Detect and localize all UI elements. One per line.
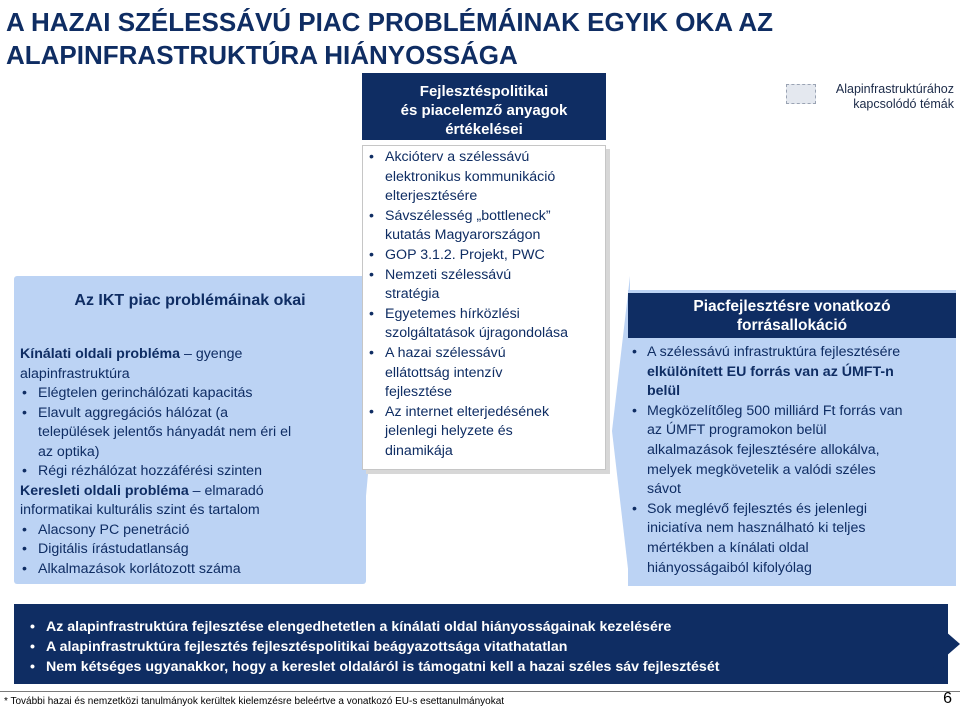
supply-side-title: Kínálati oldali probléma <box>20 346 181 362</box>
middle-item-continuation: fejlesztése <box>385 384 453 401</box>
right-item-continuation: sávot <box>647 481 681 498</box>
right-panel-header <box>628 293 956 338</box>
page-title <box>6 6 826 72</box>
middle-item-continuation: jelenlegi helyzete és <box>385 423 513 440</box>
middle-item-continuation: stratégia <box>385 286 440 303</box>
page-title-line-2: ALAPINFRASTRUKTÚRA HIÁNYOSSÁGA <box>6 40 518 70</box>
demand-item: • Alacsony PC penetráció <box>20 521 365 541</box>
conclusion-item: • Nem kétséges ugyanakkor, hogy a kereslet oldaláról is támogatni kell a hazai széles sáv fejlesztését <box>28 657 908 677</box>
middle-item: • GOP 3.1.2. Projekt, PWC <box>368 246 608 266</box>
demand-side-heading <box>20 482 365 502</box>
right-item: • Sok meglévő fejlesztés és jelenlegi <box>630 500 954 520</box>
middle-item-continuation: kutatás Magyarországon <box>385 227 541 244</box>
supply-item: • Elavult aggregációs hálózat (a <box>20 404 365 424</box>
right-item-continuation: alkalmazások fejlesztésére allokálva, <box>647 441 880 458</box>
demand-side-subtitle-line-2: informatikai kulturális szint és tartalom <box>20 502 260 518</box>
right-header-line-1: Piacfejlesztésre vonatkozó <box>693 298 891 315</box>
middle-panel-body <box>368 148 608 462</box>
middle-item-continuation: szolgáltatások újragondolása <box>385 325 568 342</box>
middle-item: • Az internet elterjedésének <box>368 403 608 423</box>
conclusion-item: • A alapinfrastruktúra fejlesztés fejlesztéspolitikai beágyazottsága vitathatatlan <box>28 637 908 657</box>
right-item-continuation: hiányosságaiból kifolyólag <box>647 559 812 576</box>
left-panel-header <box>14 276 366 326</box>
middle-panel-header <box>362 73 606 140</box>
middle-item: • Akcióterv a szélessávú <box>368 148 608 168</box>
middle-item-continuation: elektronikus kommunikáció <box>385 168 556 185</box>
middle-header-line-3: értékelései <box>445 121 523 138</box>
legend-line-2: kapcsolódó témák <box>853 97 954 111</box>
conclusion-arrow-icon <box>914 604 960 684</box>
supply-item: • Elégtelen gerinchálózati kapacitás <box>20 384 365 404</box>
right-item-continuation: mértékben a kínálati oldal <box>647 539 809 556</box>
legend-swatch <box>786 84 816 104</box>
right-item: • Megközelítőleg 500 milliárd Ft forrás van <box>630 402 954 422</box>
right-header-line-2: forrásallokáció <box>736 317 848 334</box>
right-item-continuation: melyek megkövetelik a valódi széles <box>647 461 876 478</box>
middle-item: • Sávszélesség „bottleneck” <box>368 207 608 227</box>
middle-item: • Egyetemes hírközlési <box>368 305 608 325</box>
middle-header-line-1: Fejlesztéspolitikai <box>419 83 549 100</box>
conclusion-item: • Az alapinfrastruktúra fejlesztése elengedhetetlen a kínálati oldal hiányosságainak kezelésére <box>28 617 908 637</box>
right-panel-body <box>630 343 954 578</box>
left-panel-body <box>20 345 365 579</box>
right-item-continuation: iniciatíva nem használható ki teljes <box>647 520 866 537</box>
middle-header-line-2: és piacelemző anyagok <box>400 102 568 119</box>
footer-divider <box>0 691 960 692</box>
left-panel-header-text: Az IKT piac problémáinak okai <box>74 292 306 309</box>
conclusion-body <box>28 617 908 677</box>
right-item-continuation: belül <box>647 383 681 400</box>
middle-item-continuation: ellátottság intenzív <box>385 364 503 381</box>
right-item-continuation: az ÚMFT programokon belül <box>647 422 827 439</box>
page-number: 6 <box>943 690 952 707</box>
middle-item-continuation: dinamikája <box>385 442 453 459</box>
middle-item-continuation: elterjesztésére <box>385 188 478 205</box>
supply-side-subtitle: – gyenge <box>180 346 243 362</box>
demand-side-title: Keresleti oldali probléma <box>20 482 189 499</box>
supply-side-heading <box>20 345 365 365</box>
right-item: • A szélessávú infrastruktúra fejlesztésére <box>630 343 954 363</box>
legend <box>786 82 954 112</box>
middle-item: • Nemzeti szélessávú <box>368 266 608 286</box>
supply-side-subtitle-line-2: alapinfrastruktúra <box>20 365 130 382</box>
legend-text <box>822 82 954 112</box>
supply-item-continuation: települések jelentős hányadát nem éri el <box>38 424 292 440</box>
right-item-continuation: elkülönített EU forrás van az ÚMFT-n <box>647 363 894 380</box>
supply-item-continuation: az optika) <box>38 443 100 460</box>
demand-item: • Alkalmazások korlátozott száma <box>20 560 365 580</box>
demand-side-subtitle: – elmaradó <box>188 482 264 499</box>
middle-item: • A hazai szélessávú <box>368 344 608 364</box>
footnote: * További hazai és nemzetközi tanulmányok kerültek kielemzésre beleértve a vonatkozó EU-s esettanulmányokat <box>4 696 505 707</box>
legend-line-1: Alapinfrastruktúrához <box>835 82 954 96</box>
page-title-line-1: A HAZAI SZÉLESSÁVÚ PIAC PROBLÉMÁINAK EGYIK OKA AZ <box>6 7 774 37</box>
demand-item: • Digitális írástudatlanság <box>20 540 365 560</box>
supply-item: • Régi rézhálózat hozzáférési szinten <box>20 462 365 482</box>
